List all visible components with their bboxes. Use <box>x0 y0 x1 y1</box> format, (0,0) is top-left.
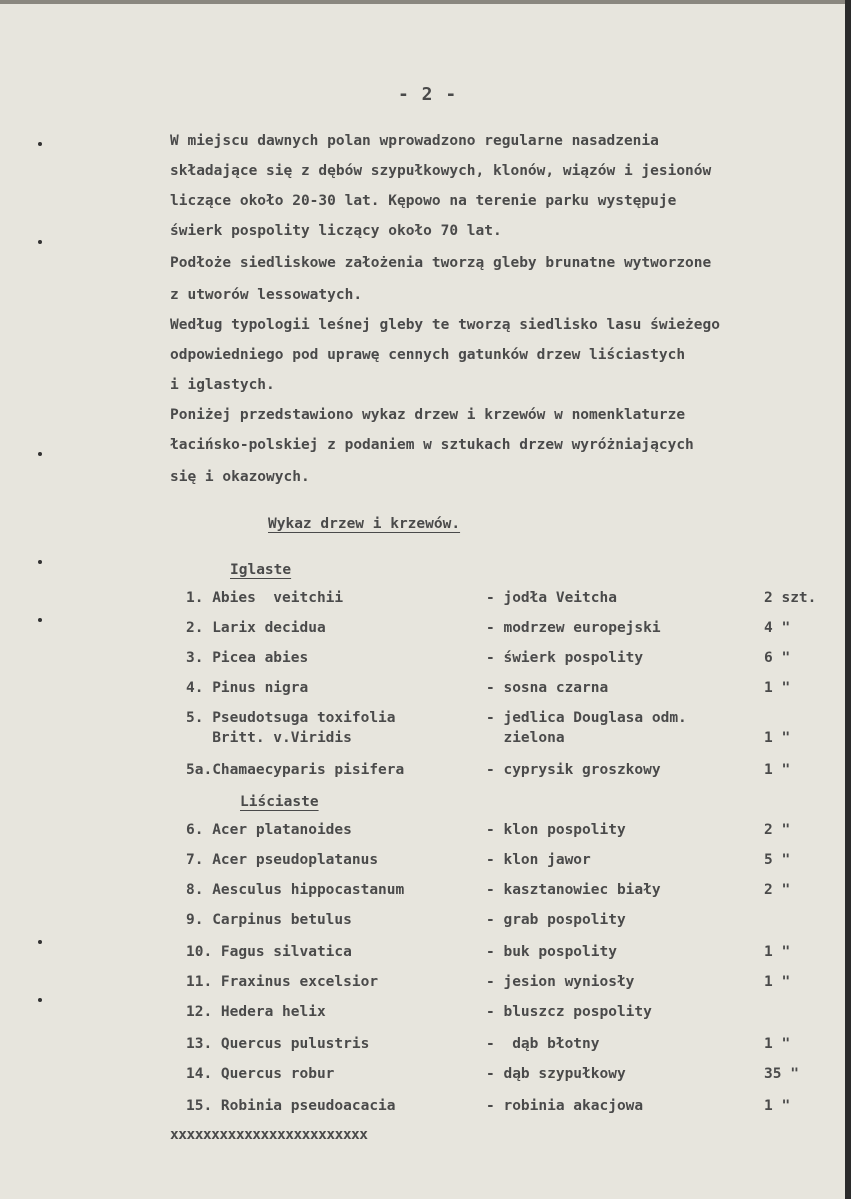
paragraph-line: W miejscu dawnych polan wprowadzono regularne nasadzenia <box>170 133 659 149</box>
species-count: 6 " <box>764 650 791 666</box>
species-polish: - grab pospolity <box>486 912 626 928</box>
species-latin: 11. Fraxinus excelsior <box>186 974 379 990</box>
species-polish: - dąb błotny <box>486 1036 600 1052</box>
species-latin: 1. Abies veitchii <box>186 590 344 606</box>
species-count: 35 " <box>764 1066 799 1082</box>
punch-mark <box>38 142 42 146</box>
section-heading-conifers: Iglaste <box>230 562 292 578</box>
punch-mark <box>38 940 42 944</box>
species-count: 2 " <box>764 882 791 898</box>
species-count: 1 " <box>764 944 791 960</box>
paragraph-line: składające się z dębów szypułkowych, klonów, wiązów i jesionów <box>170 163 712 179</box>
species-count: 5 " <box>764 852 791 868</box>
paragraph-line: odpowiedniego pod uprawę cennych gatunków drzew liściastych <box>170 347 686 363</box>
species-polish: - buk pospolity <box>486 944 617 960</box>
species-polish: - kasztanowiec biały <box>486 882 661 898</box>
species-polish: - cyprysik groszkowy <box>486 762 661 778</box>
species-latin: 15. Robinia pseudoacacia <box>186 1098 396 1114</box>
species-polish: - klon pospolity <box>486 822 626 838</box>
paragraph-line: Poniżej przedstawiono wykaz drzew i krzewów w nomenklaturze <box>170 407 686 423</box>
species-polish: - modrzew europejski <box>486 620 661 636</box>
species-count: 1 " <box>764 680 791 696</box>
punch-mark <box>38 240 42 244</box>
paragraph-line: i iglastych. <box>170 377 275 393</box>
paragraph-line: się i okazowych. <box>170 469 310 485</box>
species-polish: - bluszcz pospolity <box>486 1004 652 1020</box>
scan-top-edge <box>0 0 851 4</box>
species-polish: - świerk pospolity <box>486 650 644 666</box>
species-count: 4 " <box>764 620 791 636</box>
species-latin: 4. Pinus nigra <box>186 680 309 696</box>
species-latin: 5. Pseudotsuga toxifolia Britt. v.Viridis <box>186 710 396 746</box>
paragraph-line: liczące około 20-30 lat. Kępowo na terenie parku występuje <box>170 193 677 209</box>
page-number: - 2 - <box>398 84 458 105</box>
species-count: 2 szt. <box>764 590 817 606</box>
species-count: 1 " <box>764 730 791 746</box>
punch-mark <box>38 618 42 622</box>
species-count: 2 " <box>764 822 791 838</box>
punch-mark <box>38 998 42 1002</box>
species-count: 1 " <box>764 1036 791 1052</box>
species-latin: 8. Aesculus hippocastanum <box>186 882 405 898</box>
species-polish: - jesion wyniosły <box>486 974 635 990</box>
species-latin: 5a.Chamaecyparis pisifera <box>186 762 405 778</box>
species-polish: - klon jawor <box>486 852 591 868</box>
species-polish: - dąb szypułkowy <box>486 1066 626 1082</box>
species-polish: - jedlica Douglasa odm. zielona <box>486 710 687 746</box>
species-latin: 7. Acer pseudoplatanus <box>186 852 379 868</box>
scan-right-edge <box>845 0 851 1199</box>
species-count: 1 " <box>764 974 791 990</box>
species-count: 1 " <box>764 1098 791 1114</box>
section-heading-deciduous: Liściaste <box>240 794 319 810</box>
species-latin: 12. Hedera helix <box>186 1004 326 1020</box>
list-title: Wykaz drzew i krzewów. <box>268 516 461 532</box>
species-latin: 10. Fagus silvatica <box>186 944 352 960</box>
paragraph-line: łacińsko-polskiej z podaniem w sztukach drzew wyróżniających <box>170 437 694 453</box>
paragraph-line: Podłoże siedliskowe założenia tworzą gleby brunatne wytworzone <box>170 255 712 271</box>
paragraph-line: świerk pospolity liczący około 70 lat. <box>170 223 502 239</box>
species-latin: 3. Picea abies <box>186 650 309 666</box>
punch-mark <box>38 560 42 564</box>
paragraph-line: Według typologii leśnej gleby te tworzą siedlisko lasu świeżego <box>170 317 720 333</box>
species-polish: - sosna czarna <box>486 680 609 696</box>
species-latin: 13. Quercus pulustris <box>186 1036 370 1052</box>
species-polish: - robinia akacjowa <box>486 1098 644 1114</box>
species-latin: 6. Acer platanoides <box>186 822 352 838</box>
struck-through-line: xxxxxxxxxxxxxxxxxxxxxxxx <box>170 1127 368 1143</box>
species-latin: 14. Quercus robur <box>186 1066 335 1082</box>
species-polish: - jodła Veitcha <box>486 590 617 606</box>
paragraph-line: z utworów lessowatych. <box>170 287 363 303</box>
punch-mark <box>38 452 42 456</box>
species-latin: 9. Carpinus betulus <box>186 912 352 928</box>
species-count: 1 " <box>764 762 791 778</box>
species-latin: 2. Larix decidua <box>186 620 326 636</box>
